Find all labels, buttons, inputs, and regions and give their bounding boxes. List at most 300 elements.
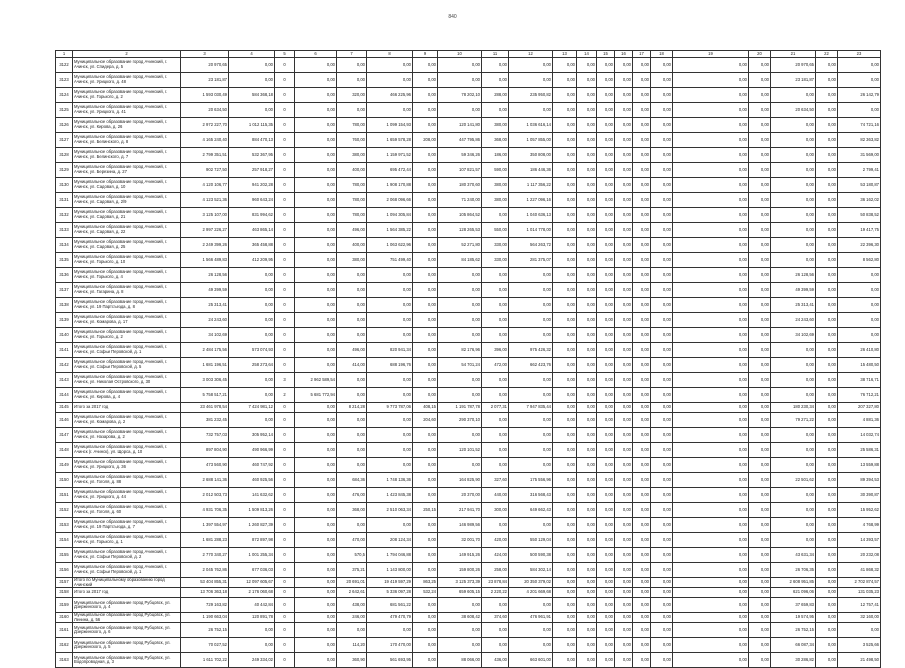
cell-value: 14 393,57 bbox=[838, 533, 881, 548]
object-address: Муниципальное образование город Рубцовск, ул. Дзержинского, д. 4 bbox=[73, 598, 181, 613]
cell-value: 0 bbox=[275, 208, 295, 223]
cell-value: 0,00 bbox=[482, 283, 509, 298]
cell-value: 0,00 bbox=[577, 283, 597, 298]
object-address: Итого по Муниципальному образованию город Ачинский bbox=[73, 578, 181, 588]
cell-value: 0,00 bbox=[413, 223, 438, 238]
cell-value: 0,00 bbox=[615, 268, 633, 283]
cell-value: 20 634,50 bbox=[181, 103, 229, 118]
cell-value: 0,00 bbox=[633, 373, 651, 388]
cell-value: 0,00 bbox=[413, 328, 438, 343]
cell-value: 0,00 bbox=[413, 598, 438, 613]
cell-value: 0,00 bbox=[413, 443, 438, 458]
object-address: Муниципальное образование город Ачинский, г. Ачинск, ул. Спидера, д. 5 bbox=[73, 58, 181, 73]
cell-value: 0 bbox=[275, 148, 295, 163]
cell-value: 0,00 bbox=[651, 548, 673, 563]
cell-value: 460 925,56 bbox=[229, 473, 275, 488]
cell-value: 20 350 379,02 bbox=[509, 578, 553, 588]
cell-value: 0,00 bbox=[577, 148, 597, 163]
cell-value: 0,00 bbox=[633, 578, 651, 588]
cell-value: 0,00 bbox=[482, 208, 509, 223]
cell-value: 0 bbox=[275, 578, 295, 588]
cell-value: 590,00 bbox=[482, 163, 509, 178]
cell-value: 0,00 bbox=[553, 578, 577, 588]
cell-value: 0,00 bbox=[673, 518, 749, 533]
cell-value: 0,00 bbox=[615, 458, 633, 473]
cell-value: 0,00 bbox=[816, 298, 838, 313]
row-number: 3125 bbox=[56, 103, 73, 118]
cell-value: 584 368,18 bbox=[229, 88, 275, 103]
cell-value: 0,00 bbox=[633, 298, 651, 313]
cell-value: 235 950,82 bbox=[509, 88, 553, 103]
cell-value: 0,00 bbox=[651, 283, 673, 298]
table-row bbox=[56, 103, 881, 118]
cell-value: 1 094 305,84 bbox=[367, 208, 413, 223]
cell-value: 0,00 bbox=[295, 598, 337, 613]
cell-value: 0,00 bbox=[337, 298, 367, 313]
cell-value: 0,00 bbox=[651, 193, 673, 208]
cell-value: 0,00 bbox=[553, 518, 577, 533]
cell-value: 0,00 bbox=[838, 268, 881, 283]
row-number: 3140 bbox=[56, 328, 73, 343]
cell-value: 0,00 bbox=[553, 163, 577, 178]
cell-value: 0,00 bbox=[633, 283, 651, 298]
cell-value: 0,00 bbox=[509, 638, 553, 653]
cell-value: 0,00 bbox=[673, 388, 749, 403]
cell-value: 0,00 bbox=[673, 208, 749, 223]
cell-value: 584 302,14 bbox=[509, 563, 553, 578]
cell-value: 360,90 bbox=[337, 653, 367, 668]
cell-value: 0,00 bbox=[771, 133, 816, 148]
cell-value: 0,00 bbox=[816, 588, 838, 598]
cell-value: 0,00 bbox=[749, 283, 771, 298]
object-address: Муниципальное образование город Рубцовск, ул. Водопроводная, д. 3 bbox=[73, 653, 181, 668]
cell-value: 0,00 bbox=[816, 548, 838, 563]
cell-value: 0,00 bbox=[482, 638, 509, 653]
object-address: Муниципальное образование город Ачинский, г. Ачинск, ул. Назарова, д. 2 bbox=[73, 428, 181, 443]
cell-value: 0,00 bbox=[771, 458, 816, 473]
cell-value: 0,00 bbox=[816, 163, 838, 178]
cell-value: 175 556,96 bbox=[509, 473, 553, 488]
cell-value: 74 721,16 bbox=[838, 118, 881, 133]
cell-value: 208 124,34 bbox=[367, 533, 413, 548]
cell-value: 0,00 bbox=[673, 73, 749, 88]
cell-value: 3 525,66 bbox=[838, 638, 881, 653]
cell-value: 107 821,57 bbox=[438, 163, 482, 178]
cell-value: 0,00 bbox=[816, 283, 838, 298]
table-row bbox=[56, 208, 881, 223]
row-number: 3150 bbox=[56, 473, 73, 488]
cell-value: 0 bbox=[275, 403, 295, 413]
cell-value: 0,00 bbox=[749, 313, 771, 328]
cell-value: 0,00 bbox=[482, 518, 509, 533]
cell-value: 380,00 bbox=[482, 118, 509, 133]
cell-value: 0,00 bbox=[633, 458, 651, 473]
cell-value: 662 423,76 bbox=[509, 358, 553, 373]
cell-value: 0,00 bbox=[597, 118, 615, 133]
cell-value: 0,00 bbox=[615, 148, 633, 163]
cell-value: 0,00 bbox=[816, 133, 838, 148]
table-row bbox=[56, 638, 881, 653]
cell-value: 0,00 bbox=[633, 563, 651, 578]
column-number: 1 bbox=[56, 51, 73, 58]
cell-value: 0,00 bbox=[816, 488, 838, 503]
cell-value: 0,00 bbox=[553, 598, 577, 613]
cell-value: 0,00 bbox=[553, 298, 577, 313]
cell-value: 0,00 bbox=[295, 578, 337, 588]
row-number: 3129 bbox=[56, 163, 73, 178]
cell-value: 0,00 bbox=[577, 413, 597, 428]
cell-value: 40 442,84 bbox=[229, 598, 275, 613]
cell-value: 2 012 503,73 bbox=[181, 488, 229, 503]
cell-value: 0,00 bbox=[651, 518, 673, 533]
cell-value: 0,00 bbox=[673, 133, 749, 148]
cell-value: 490 966,99 bbox=[229, 443, 275, 458]
cell-value: 0,00 bbox=[816, 313, 838, 328]
cell-value: 0,00 bbox=[816, 118, 838, 133]
cell-value: 0,00 bbox=[597, 623, 615, 638]
cell-value: 0,00 bbox=[295, 548, 337, 563]
cell-value: 7 424 981,12 bbox=[229, 403, 275, 413]
cell-value: 82 363,82 bbox=[838, 133, 881, 148]
cell-value: 281 375,07 bbox=[509, 253, 553, 268]
cell-value: 15 952,62 bbox=[838, 503, 881, 518]
cell-value: 0,00 bbox=[673, 588, 749, 598]
cell-value: 0,00 bbox=[673, 298, 749, 313]
object-address: Муниципальное образование город Ачинский, г. Ачинск, ул. Урицкого, д. 36 bbox=[73, 458, 181, 473]
cell-value: 23 878,84 bbox=[482, 578, 509, 588]
cell-value: 408,15 bbox=[413, 403, 438, 413]
cell-value: 476,00 bbox=[337, 488, 367, 503]
cell-value: 0,00 bbox=[615, 343, 633, 358]
object-address: Муниципальное образование город Ачинский, г. Ачинск, ул. Комарова, д. 17 bbox=[73, 313, 181, 328]
cell-value: 0,00 bbox=[615, 103, 633, 118]
cell-value: 960 643,24 bbox=[229, 193, 275, 208]
cell-value: 424,00 bbox=[482, 548, 509, 563]
cell-value: 0,00 bbox=[597, 253, 615, 268]
cell-value: 0,00 bbox=[651, 653, 673, 668]
cell-value: 374,60 bbox=[482, 613, 509, 623]
cell-value: 0,00 bbox=[771, 488, 816, 503]
cell-value: 0 bbox=[275, 488, 295, 503]
cell-value: 0 bbox=[275, 473, 295, 488]
object-address: Муниципальное образование город Ачинский, г. Ачинск, ул. Софьи Перовской, д. 1 bbox=[73, 563, 181, 578]
cell-value: 0,00 bbox=[597, 193, 615, 208]
cell-value: 0,00 bbox=[651, 328, 673, 343]
cell-value: 170 470,00 bbox=[367, 638, 413, 653]
cell-value: 0,00 bbox=[597, 428, 615, 443]
cell-value: 1 794 046,88 bbox=[367, 548, 413, 563]
cell-value: 2 770 340,27 bbox=[181, 548, 229, 563]
column-number: 23 bbox=[838, 51, 881, 58]
cell-value: 76 712,21 bbox=[838, 388, 881, 403]
cell-value: 0,00 bbox=[367, 283, 413, 298]
table-row bbox=[56, 613, 881, 623]
object-address: Муниципальное образование город Ачинский, г. Ачинск, ул. Гоголя, д. 60 bbox=[73, 503, 181, 518]
cell-value: 0,00 bbox=[651, 103, 673, 118]
cell-value: 0,00 bbox=[438, 638, 482, 653]
cell-value: 0,00 bbox=[295, 653, 337, 668]
cell-value: 1 659 578,28 bbox=[367, 133, 413, 148]
cell-value: 0,00 bbox=[553, 428, 577, 443]
cell-value: 0,00 bbox=[509, 443, 553, 458]
object-address: Муниципальное образование город Ачинский, г. Ачинск, ул. Гоголя, д. 88 bbox=[73, 473, 181, 488]
cell-value: 2 249 399,26 bbox=[181, 238, 229, 253]
row-number: 3135 bbox=[56, 253, 73, 268]
cell-value: 0,00 bbox=[651, 253, 673, 268]
table-row bbox=[56, 88, 881, 103]
cell-value: 0,00 bbox=[633, 403, 651, 413]
cell-value: 0,00 bbox=[597, 73, 615, 88]
cell-value: 760,00 bbox=[337, 133, 367, 148]
cell-value: 20 370,00 bbox=[438, 488, 482, 503]
column-number: 15 bbox=[597, 51, 615, 58]
cell-value: 0,00 bbox=[367, 458, 413, 473]
cell-value: 0,00 bbox=[553, 208, 577, 223]
cell-value: 0,00 bbox=[633, 413, 651, 428]
cell-value: 0,00 bbox=[749, 403, 771, 413]
cell-value: 0,00 bbox=[749, 103, 771, 118]
cell-value: 0,00 bbox=[577, 623, 597, 638]
row-number: 3138 bbox=[56, 298, 73, 313]
cell-value: 0,00 bbox=[229, 73, 275, 88]
cell-value: 4 881,36 bbox=[838, 413, 881, 428]
cell-value: 0,00 bbox=[633, 473, 651, 488]
cell-value: 0,00 bbox=[553, 88, 577, 103]
column-number: 7 bbox=[337, 51, 367, 58]
cell-value: 0,00 bbox=[816, 343, 838, 358]
cell-value: 0 bbox=[275, 268, 295, 283]
cell-value: 0,00 bbox=[413, 58, 438, 73]
cell-value: 0,00 bbox=[749, 193, 771, 208]
cell-value: 0,00 bbox=[509, 428, 553, 443]
object-address: Итого за 2017 год bbox=[73, 403, 181, 413]
cell-value: 0,00 bbox=[295, 413, 337, 428]
row-number: 3137 bbox=[56, 283, 73, 298]
cell-value: 180 230,34 bbox=[771, 403, 816, 413]
cell-value: 0,00 bbox=[597, 413, 615, 428]
cell-value: 0,00 bbox=[577, 388, 597, 403]
cell-value: 0,00 bbox=[482, 373, 509, 388]
cell-value: 0,00 bbox=[771, 163, 816, 178]
cell-value: 290 370,10 bbox=[438, 413, 482, 428]
cell-value: 0,00 bbox=[615, 388, 633, 403]
row-number: 3160 bbox=[56, 613, 73, 623]
cell-value: 0,00 bbox=[577, 503, 597, 518]
cell-value: 0,00 bbox=[749, 373, 771, 388]
cell-value: 0,00 bbox=[295, 533, 337, 548]
cell-value: 0,00 bbox=[295, 118, 337, 133]
cell-value: 4 165 240,40 bbox=[181, 133, 229, 148]
cell-value: 0,00 bbox=[597, 238, 615, 253]
cell-value: 0,00 bbox=[749, 413, 771, 428]
cell-value: 0,00 bbox=[597, 58, 615, 73]
cell-value: 180 370,60 bbox=[438, 178, 482, 193]
cell-value: 1 063 622,96 bbox=[367, 238, 413, 253]
table-body bbox=[56, 51, 881, 668]
column-number: 21 bbox=[771, 51, 816, 58]
cell-value: 0,00 bbox=[749, 223, 771, 238]
cell-value: 0,00 bbox=[816, 473, 838, 488]
cell-value: 0,00 bbox=[577, 298, 597, 313]
cell-value: 0,00 bbox=[771, 443, 816, 458]
cell-value: 0,00 bbox=[771, 223, 816, 238]
cell-value: 288,00 bbox=[482, 88, 509, 103]
cell-value: 0,00 bbox=[816, 358, 838, 373]
cell-value: 420,00 bbox=[482, 533, 509, 548]
cell-value: 0,00 bbox=[633, 193, 651, 208]
cell-value: 0,00 bbox=[615, 488, 633, 503]
cell-value: 0,00 bbox=[651, 133, 673, 148]
cell-value: 0,00 bbox=[673, 373, 749, 388]
cell-value: 0,00 bbox=[229, 103, 275, 118]
cell-value: 0,00 bbox=[509, 283, 553, 298]
cell-value: 0,00 bbox=[633, 328, 651, 343]
cell-value: 0,00 bbox=[615, 473, 633, 488]
cell-value: 0,00 bbox=[673, 58, 749, 73]
cell-value: 0,00 bbox=[651, 403, 673, 413]
cell-value: 0,00 bbox=[295, 73, 337, 88]
cell-value: 0,00 bbox=[509, 103, 553, 118]
cell-value: 831 994,62 bbox=[229, 208, 275, 223]
cell-value: 0,00 bbox=[295, 328, 337, 343]
cell-value: 0 bbox=[275, 518, 295, 533]
row-number: 3144 bbox=[56, 388, 73, 403]
cell-value: 350 808,00 bbox=[509, 148, 553, 163]
cell-value: 0,00 bbox=[597, 268, 615, 283]
cell-value: 0,00 bbox=[673, 178, 749, 193]
cell-value: 0,00 bbox=[438, 428, 482, 443]
cell-value: 0,00 bbox=[749, 638, 771, 653]
cell-value: 34 102,69 bbox=[771, 328, 816, 343]
cell-value: 0,00 bbox=[509, 598, 553, 613]
cell-value: 0,00 bbox=[577, 458, 597, 473]
cell-value: 0,00 bbox=[553, 623, 577, 638]
cell-value: 3 bbox=[275, 373, 295, 388]
table-row bbox=[56, 588, 881, 598]
cell-value: 0 bbox=[275, 533, 295, 548]
cell-value: 141 632,62 bbox=[229, 488, 275, 503]
cell-value: 9 773 787,06 bbox=[367, 403, 413, 413]
cell-value: 0,00 bbox=[633, 268, 651, 283]
cell-value: 0 bbox=[275, 118, 295, 133]
cell-value: 0,00 bbox=[615, 283, 633, 298]
cell-value: 0,00 bbox=[633, 88, 651, 103]
cell-value: 0,00 bbox=[367, 388, 413, 403]
cell-value: 414,00 bbox=[337, 358, 367, 373]
cell-value: 36 162,02 bbox=[838, 193, 881, 208]
table-row bbox=[56, 503, 881, 518]
cell-value: 0,00 bbox=[673, 223, 749, 238]
cell-value: 0,00 bbox=[553, 373, 577, 388]
table-row bbox=[56, 548, 881, 563]
cell-value: 20 970,65 bbox=[771, 58, 816, 73]
cell-value: 0 bbox=[275, 588, 295, 598]
cell-value: 131 035,23 bbox=[838, 588, 881, 598]
cell-value: 496,00 bbox=[337, 343, 367, 358]
cell-value: 0,00 bbox=[337, 328, 367, 343]
cell-value: 0,00 bbox=[651, 88, 673, 103]
cell-value: 902 727,50 bbox=[181, 163, 229, 178]
column-number-header bbox=[56, 51, 881, 58]
column-number: 4 bbox=[229, 51, 275, 58]
cell-value: 43 631,34 bbox=[771, 548, 816, 563]
row-number: 3151 bbox=[56, 488, 73, 503]
cell-value: 0,00 bbox=[615, 253, 633, 268]
cell-value: 0,00 bbox=[577, 488, 597, 503]
object-address: Муниципальное образование город Ачинский, г. Ачинск, ул. Софьи Перовской, д. 5 bbox=[73, 358, 181, 373]
cell-value: 0,00 bbox=[816, 178, 838, 193]
cell-value: 0,00 bbox=[295, 358, 337, 373]
cell-value: 0,00 bbox=[597, 133, 615, 148]
cell-value: 0,00 bbox=[651, 313, 673, 328]
row-number: 3133 bbox=[56, 223, 73, 238]
cell-value: 41 868,32 bbox=[838, 563, 881, 578]
cell-value: 0,00 bbox=[615, 223, 633, 238]
object-address: Муниципальное образование город Ачинский, г. Ачинск, ул. Горького, д. 10 bbox=[73, 253, 181, 268]
cell-value: 0,00 bbox=[615, 428, 633, 443]
cell-value: 0,00 bbox=[633, 428, 651, 443]
cell-value: 532,24 bbox=[413, 588, 438, 598]
cell-value: 0,00 bbox=[597, 388, 615, 403]
object-address: Муниципальное образование город Ачинский, г. Ачинск, ул. Николая Островского, д. 30 bbox=[73, 373, 181, 388]
object-address: Муниципальное образование город Рубцовск, ул. Дзержинского, д. 6 bbox=[73, 623, 181, 638]
cell-value: 0,00 bbox=[673, 313, 749, 328]
object-address: Муниципальное образование город Ачинский, г. Ачинск, ул. Софьи Перовской, д. 1 bbox=[73, 343, 181, 358]
cell-value: 897 804,90 bbox=[181, 443, 229, 458]
cell-value: 0 bbox=[275, 428, 295, 443]
object-address: Муниципальное образование город Ачинский, г. Ачинск, ул. Урицкого, д. 48 bbox=[73, 73, 181, 88]
cell-value: 0,00 bbox=[816, 598, 838, 613]
table-row bbox=[56, 118, 881, 133]
cell-value: 0,00 bbox=[438, 73, 482, 88]
cell-value: 0,00 bbox=[597, 103, 615, 118]
cell-value: 0,00 bbox=[597, 283, 615, 298]
cell-value: 0,00 bbox=[577, 473, 597, 488]
cell-value: 120 891,78 bbox=[229, 613, 275, 623]
cell-value: 30 286,82 bbox=[771, 653, 816, 668]
cell-value: 0,00 bbox=[553, 223, 577, 238]
cell-value: 561 693,95 bbox=[367, 653, 413, 668]
cell-value: 0,00 bbox=[295, 428, 337, 443]
cell-value: 0,00 bbox=[749, 178, 771, 193]
table-row bbox=[56, 133, 881, 148]
cell-value: 732 757,03 bbox=[181, 428, 229, 443]
cell-value: 0,00 bbox=[633, 208, 651, 223]
cell-value: 0,00 bbox=[838, 328, 881, 343]
cell-value: 0 bbox=[275, 413, 295, 428]
cell-value: 0,00 bbox=[597, 208, 615, 223]
cell-value: 0,00 bbox=[337, 283, 367, 298]
cell-value: 684,36 bbox=[337, 473, 367, 488]
cell-value: 330,00 bbox=[482, 238, 509, 253]
cell-value: 0,00 bbox=[673, 613, 749, 623]
cell-value: 2 bbox=[275, 388, 295, 403]
cell-value: 0,00 bbox=[438, 313, 482, 328]
cell-value: 0,00 bbox=[597, 503, 615, 518]
cell-value: 26 142,79 bbox=[838, 88, 881, 103]
cell-value: 0 bbox=[275, 58, 295, 73]
cell-value: 0,00 bbox=[577, 103, 597, 118]
cell-value: 0,00 bbox=[673, 443, 749, 458]
cell-value: 0,00 bbox=[749, 208, 771, 223]
cell-value: 2 688 141,36 bbox=[181, 473, 229, 488]
cell-value: 0,00 bbox=[673, 238, 749, 253]
cell-value: 0,00 bbox=[577, 373, 597, 388]
object-address: Муниципальное образование город Ачинский, г. Ачинск, ул. Урицкого, д. 41 bbox=[73, 103, 181, 118]
cell-value: 0,00 bbox=[816, 103, 838, 118]
cell-value: 0,00 bbox=[295, 588, 337, 598]
cell-value: 0,00 bbox=[771, 503, 816, 518]
